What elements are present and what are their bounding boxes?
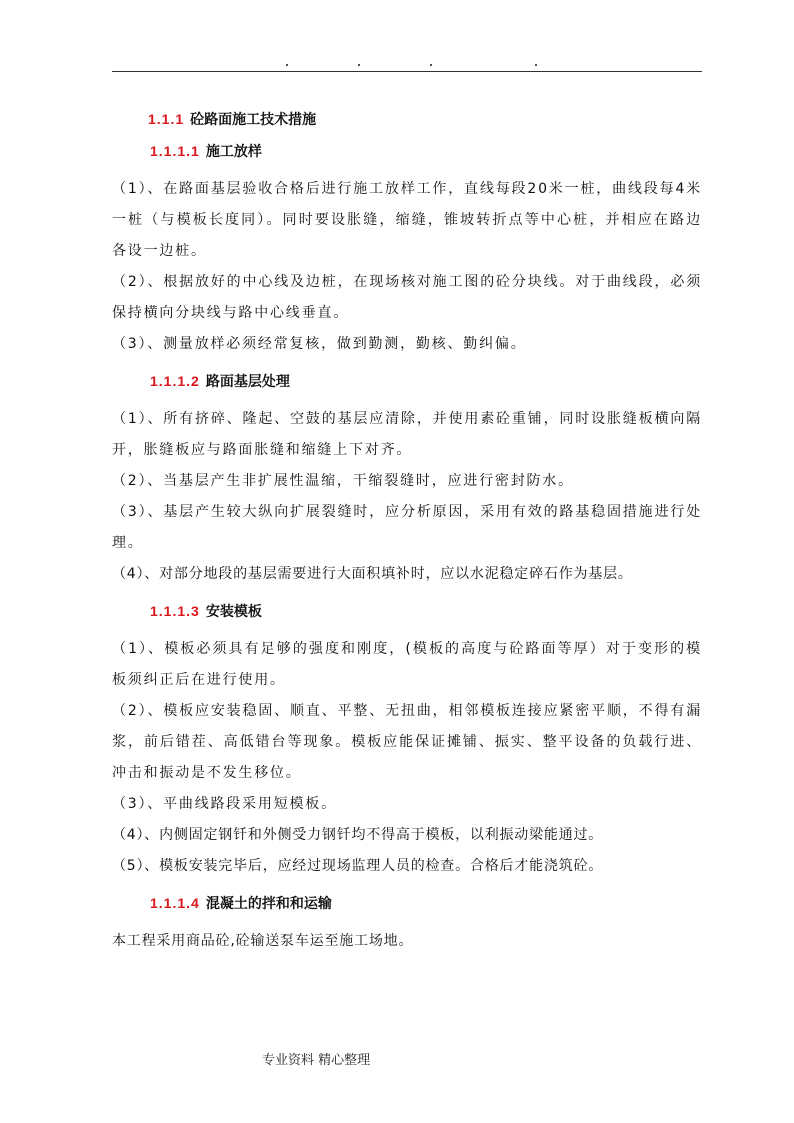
section-heading-1 <box>112 140 702 162</box>
section-number: 1.1.1.3 <box>150 603 200 619</box>
paragraph: （3）、平曲线路段采用短模板。 <box>112 796 337 812</box>
paragraph: 本工程采用商品砼,砼输送泵车运至施工场地。 <box>112 933 414 949</box>
section-number: 1.1.1.1 <box>150 143 200 159</box>
section-heading-4 <box>112 892 702 914</box>
section-title: 安装模板 <box>205 604 262 620</box>
section-title: 路面基层处理 <box>205 374 290 390</box>
section-heading-main <box>112 108 702 130</box>
paragraph: （3）、基层产生较大纵向扩展裂缝时，应分析原因，采用有效的路基稳固措施进行处理。 <box>112 504 702 551</box>
paragraph: （1）、所有挤碎、隆起、空鼓的基层应清除，并使用素砼重铺，同时设胀缝板横向隔开，胀缝板应与路面胀缝和缩缝上下对齐。 <box>112 411 702 458</box>
paragraph: （2）、模板应安装稳固、顺直、平整、无扭曲，相邻模板连接应紧密平顺，不得有漏浆，前后错茬、高低错台等现象。模板应能保证摊铺、振实、整平设备的负载行进、冲击和振动是不发生移位。 <box>112 703 702 781</box>
paragraph: （2）、当基层产生非扩展性温缩，干缩裂缝时，应进行密封防水。 <box>112 473 574 489</box>
paragraph: （1）、在路面基层验收合格后进行施工放样工作，直线每段20米一桩，曲线段每4米一桩（与模板长度同）。同时要设胀缝，缩缝，锥坡转折点等中心桩，并相应在路边各设一边桩。 <box>112 181 702 259</box>
section-heading-2 <box>112 370 702 392</box>
section-heading-3 <box>112 600 702 622</box>
header-dot <box>358 64 360 66</box>
section-title: 混凝土的拌和和运输 <box>205 896 332 912</box>
section-number: 1.1.1.2 <box>150 373 200 389</box>
paragraph: （2）、根据放好的中心线及边桩，在现场核对施工图的砼分块线。对于曲线段，必须保持横向分块线与路中心线垂直。 <box>112 274 702 321</box>
header-dot <box>286 64 288 66</box>
paragraph: （1）、模板必须具有足够的强度和刚度，(模板的高度与砼路面等厚）对于变形的模板须纠正后在进行使用。 <box>112 641 702 688</box>
paragraph: （5）、模板安装完毕后，应经过现场监理人员的检查。合格后才能浇筑砼。 <box>112 858 604 874</box>
section-title: 砼路面施工技术措施 <box>190 112 317 128</box>
paragraph: （4）、内侧固定钢钎和外侧受力钢钎均不得高于模板，以利振动梁能通过。 <box>112 827 604 843</box>
page-footer: 专业资料 精心整理 <box>262 1053 371 1068</box>
header-dot <box>430 64 432 66</box>
paragraph: （4）、对部分地段的基层需要进行大面积填补时，应以水泥稳定碎石作为基层。 <box>112 566 633 582</box>
header-dot <box>535 64 537 66</box>
header-rule <box>112 71 702 72</box>
document-body <box>112 100 702 957</box>
header-dots <box>112 58 702 70</box>
paragraph: （3）、测量放样必须经常复核，做到勤测，勤核、勤纠偏。 <box>112 336 527 352</box>
section-number: 1.1.1.4 <box>150 895 200 911</box>
section-number: 1.1.1 <box>148 111 185 127</box>
section-title: 施工放样 <box>205 144 262 160</box>
